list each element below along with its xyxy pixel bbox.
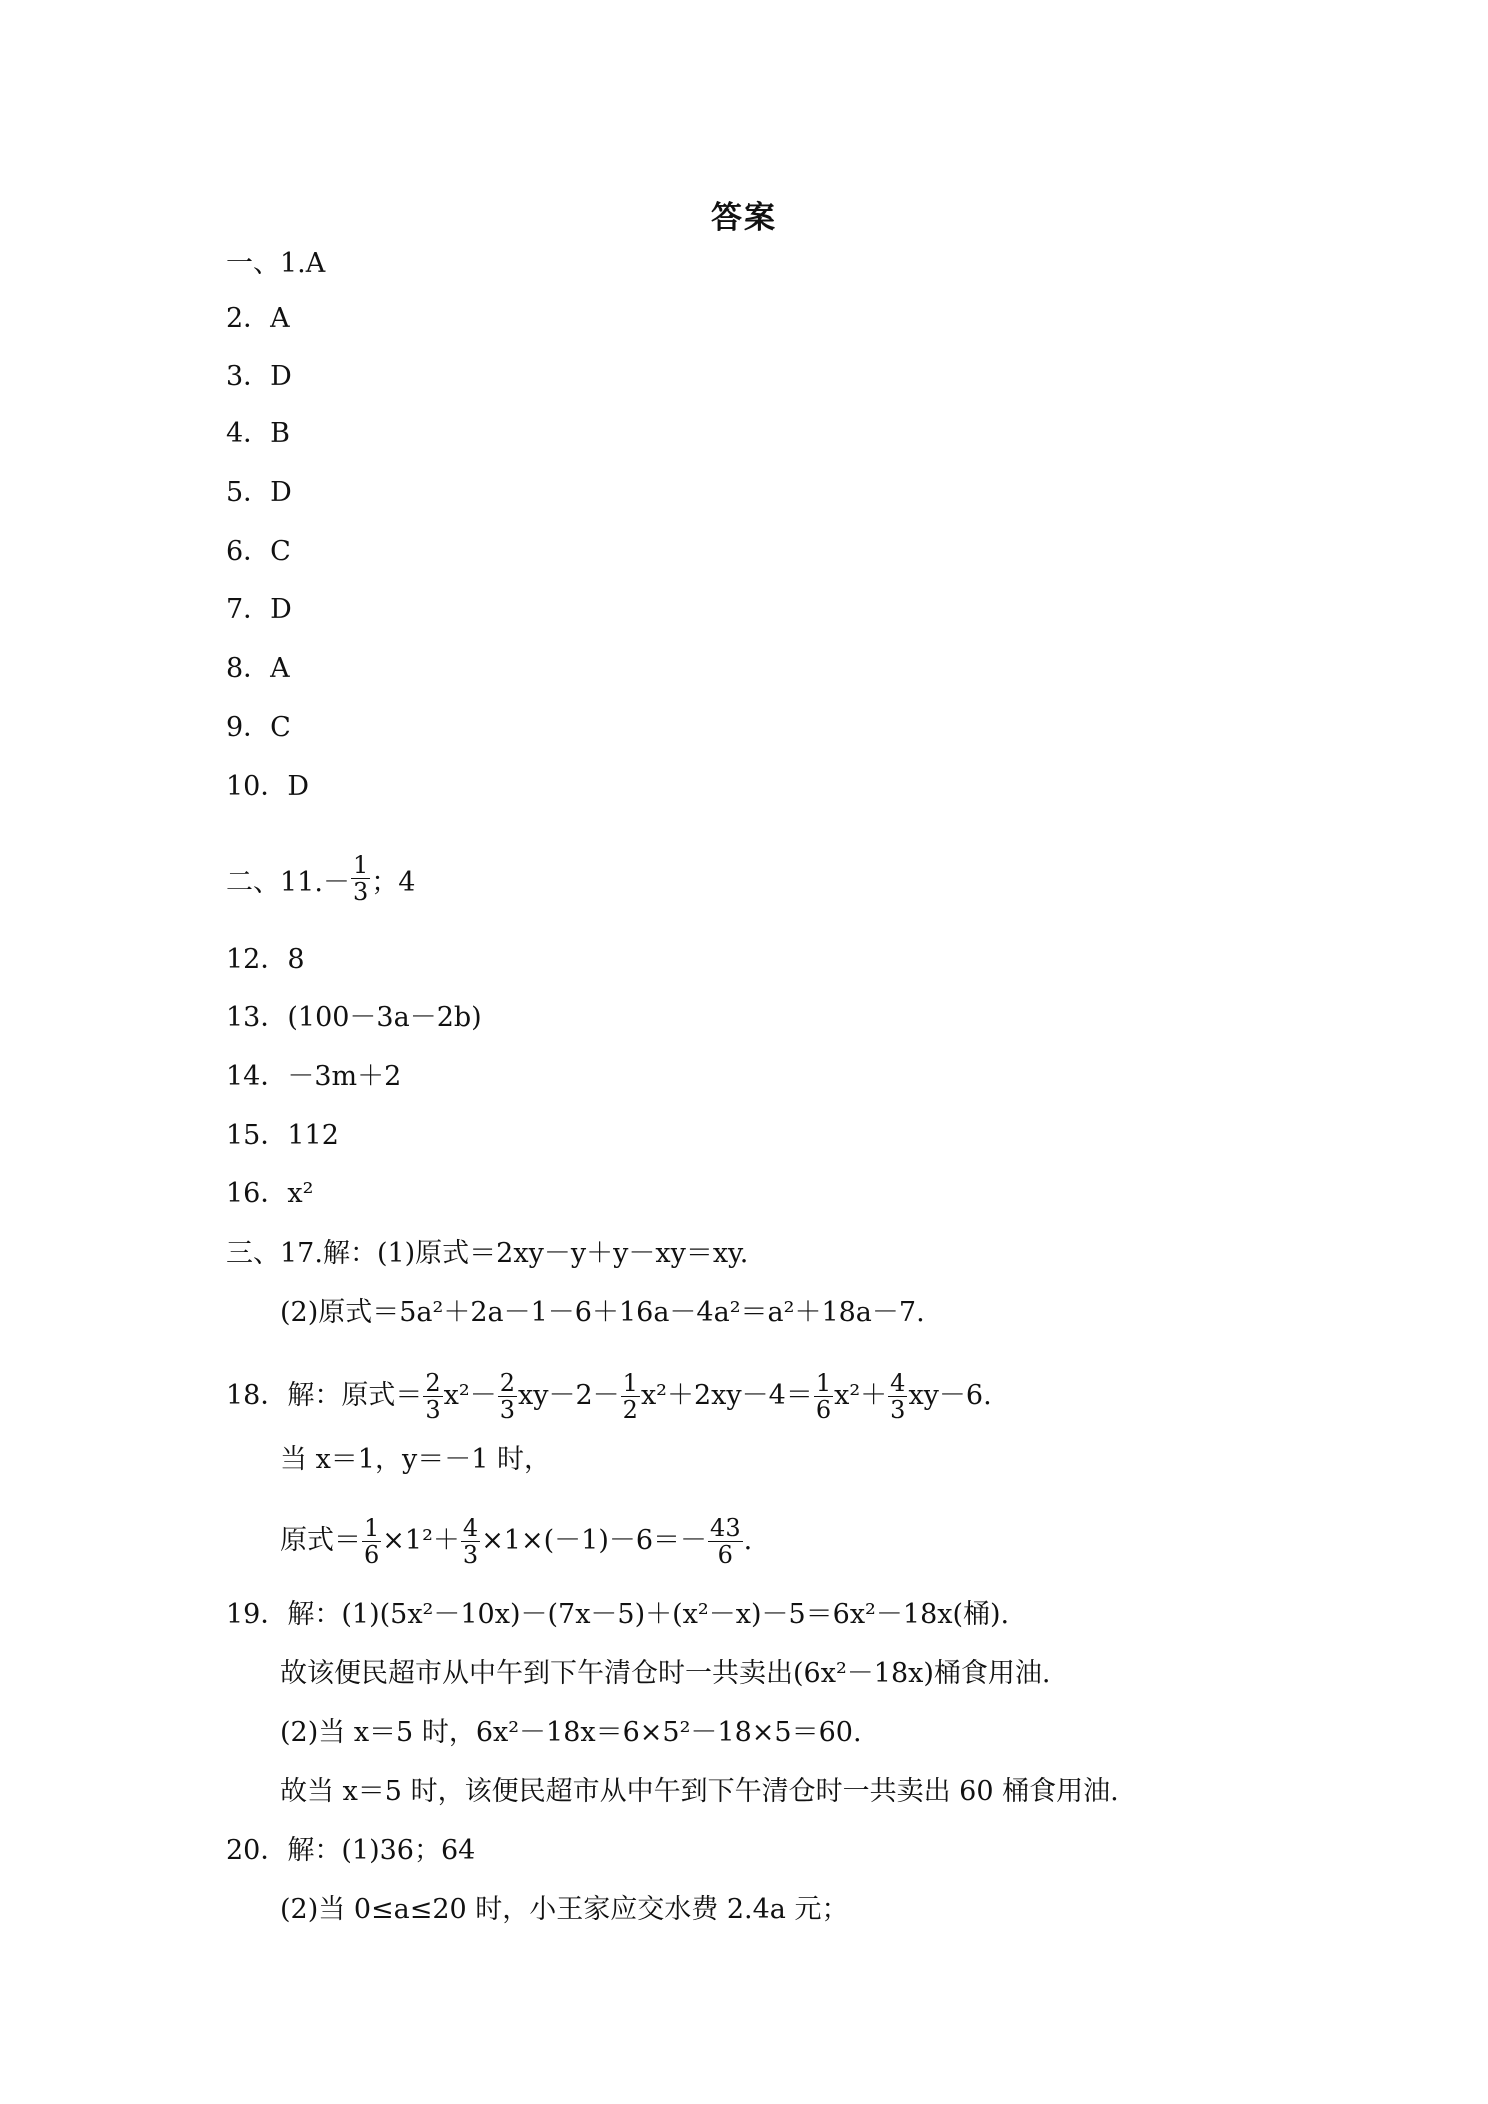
answer-18-condition: 当 x＝1，y＝－1 时， (280, 1444, 552, 1475)
answer-1: 一、1.A (226, 248, 326, 279)
answer-18-evaluate: 原式＝ $\frac{1}{6}$ ×1²＋ $\frac{4}{3}$ ×1×(－1)－6＝－ $\frac{43}{6}$ . (280, 1514, 753, 1569)
answer-16: 16．x² (226, 1178, 314, 1209)
answer-19-line3: (2)当 x＝5 时，6x²－18x＝6×5²－18×5＝60. (280, 1717, 862, 1748)
answer-5: 5．D (226, 477, 292, 508)
answer-18-simplify: 18．解：原式＝ $\frac{2}{3}$ x²－ $\frac{2}{3}$ xy－2－ $\frac{1}{2}$ x²＋2xy－4＝ $\frac{1}{6}$ x²＋ $\frac{4}{3}$ xy－6. (226, 1369, 992, 1424)
answer-15: 15．112 (226, 1120, 339, 1151)
answer-19-line4: 故当 x＝5 时，该便民超市从中午到下午清仓时一共卖出 60 桶食用油. (280, 1776, 1119, 1807)
answer-14: 14．－3m＋2 (226, 1061, 402, 1092)
answer-4: 4．B (226, 418, 291, 449)
answer-11: 二、11.－ $\frac{1}{3}$ ；4 (226, 851, 416, 906)
answer-8: 8．A (226, 653, 290, 684)
answer-2: 2．A (226, 303, 290, 334)
answer-7: 7．D (226, 594, 292, 625)
answer-17-part1: 三、17.解：(1)原式＝2xy－y＋y－xy＝xy. (226, 1238, 749, 1269)
answer-20-line2: (2)当 0≤a≤20 时，小王家应交水费 2.4a 元； (280, 1894, 849, 1925)
answer-17-part2: (2)原式＝5a²＋2a－1－6＋16a－4a²＝a²＋18a－7. (280, 1297, 925, 1328)
answer-12: 12．8 (226, 944, 305, 975)
answer-6: 6．C (226, 536, 291, 567)
answer-20-line1: 20．解：(1)36；64 (226, 1835, 476, 1866)
answer-13: 13．(100－3a－2b) (226, 1002, 482, 1033)
answer-9: 9．C (226, 712, 291, 743)
answer-10: 10．D (226, 771, 310, 802)
answer-3: 3．D (226, 361, 292, 392)
page-title: 答案 (711, 200, 777, 236)
answer-19-line2: 故该便民超市从中午到下午清仓时一共卖出(6x²－18x)桶食用油. (280, 1658, 1051, 1689)
answer-19-line1: 19．解：(1)(5x²－10x)－(7x－5)＋(x²－x)－5＝6x²－18x(桶). (226, 1599, 1010, 1630)
